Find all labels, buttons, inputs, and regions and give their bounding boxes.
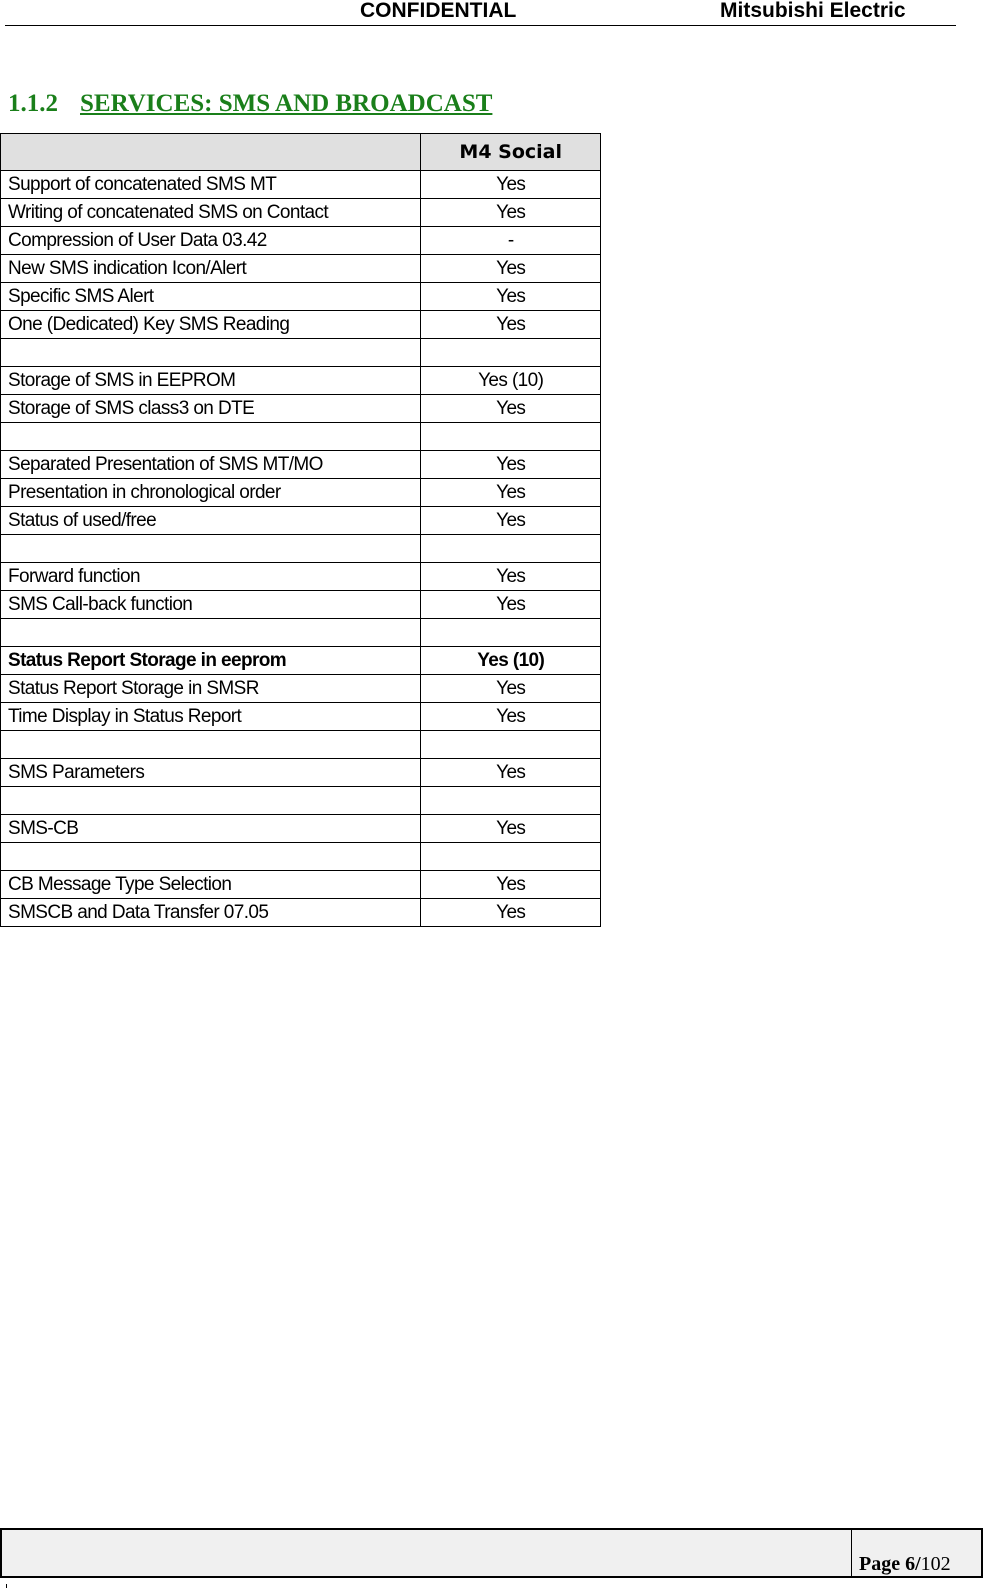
table-row (1, 283, 601, 311)
value-cell: Yes (421, 563, 601, 591)
table-row (1, 731, 601, 759)
value-cell: Yes (10) (421, 367, 601, 395)
value-cell: Yes (421, 871, 601, 899)
table-row (1, 171, 601, 199)
feature-cell: Writing of concatenated SMS on Contact (1, 199, 421, 227)
table-row (1, 535, 601, 563)
value-cell (421, 787, 601, 815)
feature-cell: Presentation in chronological order (1, 479, 421, 507)
table-row (1, 843, 601, 871)
value-cell (421, 535, 601, 563)
table-body (1, 171, 601, 927)
feature-cell: CB Message Type Selection (1, 871, 421, 899)
feature-cell: New SMS indication Icon/Alert (1, 255, 421, 283)
confidential-label: CONFIDENTIAL (360, 0, 517, 22)
sms-features-table (0, 133, 601, 927)
table-row (1, 423, 601, 451)
value-cell (421, 843, 601, 871)
feature-cell: Status Report Storage in SMSR (1, 675, 421, 703)
value-cell: - (421, 227, 601, 255)
feature-cell: Time Display in Status Report (1, 703, 421, 731)
value-cell: Yes (421, 815, 601, 843)
page-footer (0, 1528, 983, 1578)
value-cell: Yes (10) (421, 647, 601, 675)
table-row (1, 311, 601, 339)
page-prefix: Page 6/ (859, 1553, 921, 1575)
table-row (1, 619, 601, 647)
section-title: SERVICES: SMS AND BROADCAST (80, 90, 493, 117)
feature-cell (1, 731, 421, 759)
footer-mark (6, 1584, 7, 1588)
feature-cell: SMS Parameters (1, 759, 421, 787)
value-cell: Yes (421, 675, 601, 703)
value-cell (421, 339, 601, 367)
feature-cell: One (Dedicated) Key SMS Reading (1, 311, 421, 339)
feature-cell: Support of concatenated SMS MT (1, 171, 421, 199)
table-row (1, 507, 601, 535)
table-row (1, 675, 601, 703)
table-header-row (1, 134, 601, 171)
feature-cell: Storage of SMS in EEPROM (1, 367, 421, 395)
value-cell: Yes (421, 255, 601, 283)
value-cell: Yes (421, 199, 601, 227)
value-column-header: M4 Social (421, 134, 601, 171)
footer-page-cell (851, 1530, 982, 1576)
table-row (1, 395, 601, 423)
page-number (859, 1552, 951, 1576)
feature-cell: Status Report Storage in eeprom (1, 647, 421, 675)
table-row (1, 451, 601, 479)
table-row (1, 591, 601, 619)
feature-cell (1, 423, 421, 451)
value-cell (421, 423, 601, 451)
value-cell: Yes (421, 451, 601, 479)
feature-cell: Storage of SMS class3 on DTE (1, 395, 421, 423)
value-cell: Yes (421, 703, 601, 731)
value-cell: Yes (421, 899, 601, 927)
value-cell: Yes (421, 479, 601, 507)
table-row (1, 899, 601, 927)
page-total: 102 (920, 1553, 951, 1575)
feature-cell: Forward function (1, 563, 421, 591)
table-row (1, 227, 601, 255)
value-cell: Yes (421, 395, 601, 423)
table-row (1, 199, 601, 227)
feature-cell: Compression of User Data 03.42 (1, 227, 421, 255)
feature-cell (1, 787, 421, 815)
section-number: 1.1.2 (8, 90, 58, 117)
table-row (1, 255, 601, 283)
feature-cell: SMS Call-back function (1, 591, 421, 619)
value-cell: Yes (421, 507, 601, 535)
value-cell: Yes (421, 311, 601, 339)
feature-cell (1, 339, 421, 367)
value-cell: Yes (421, 171, 601, 199)
feature-cell: Specific SMS Alert (1, 283, 421, 311)
feature-cell (1, 843, 421, 871)
feature-cell: SMSCB and Data Transfer 07.05 (1, 899, 421, 927)
feature-cell: SMS-CB (1, 815, 421, 843)
table-row (1, 871, 601, 899)
value-cell (421, 731, 601, 759)
feature-cell (1, 619, 421, 647)
table-row (1, 787, 601, 815)
table-row (1, 339, 601, 367)
table-row (1, 703, 601, 731)
section-heading (8, 90, 492, 118)
table-row (1, 479, 601, 507)
value-cell: Yes (421, 591, 601, 619)
feature-column-header (1, 134, 421, 171)
table-row (1, 759, 601, 787)
table-row (1, 647, 601, 675)
feature-cell: Separated Presentation of SMS MT/MO (1, 451, 421, 479)
value-cell (421, 619, 601, 647)
company-name: Mitsubishi Electric (720, 0, 906, 22)
value-cell: Yes (421, 759, 601, 787)
feature-cell (1, 535, 421, 563)
page-header (5, 0, 956, 26)
table-row (1, 815, 601, 843)
value-cell: Yes (421, 283, 601, 311)
feature-cell: Status of used/free (1, 507, 421, 535)
table-row (1, 563, 601, 591)
table-row (1, 367, 601, 395)
